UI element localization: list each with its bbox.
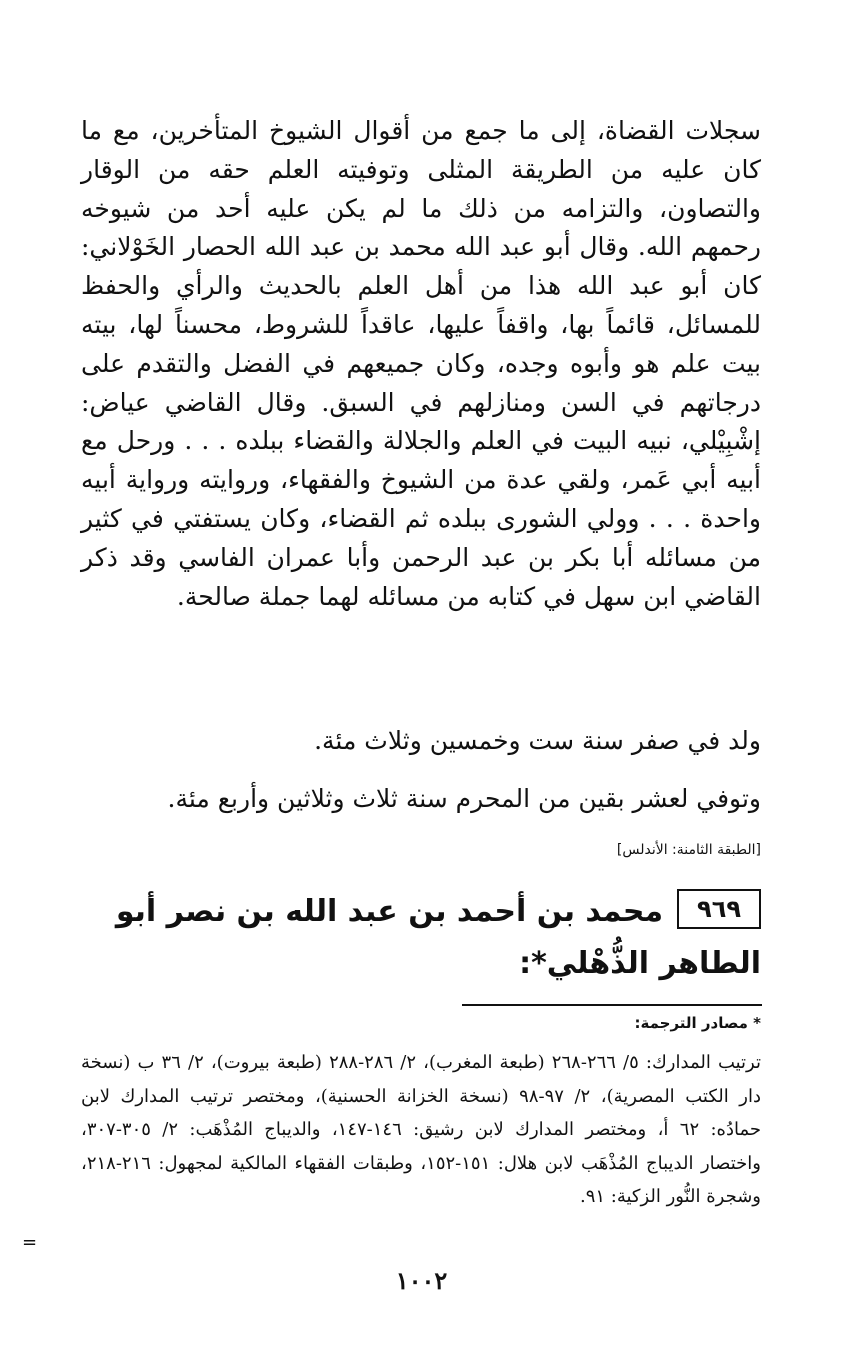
running-head: [الطبقة الثامنة: الأندلس] (616, 842, 761, 858)
entry-title: محمد بن أحمد بن عبد الله بن نصر أبو الطاهر الذُّهْلي*: (115, 894, 761, 981)
sources-title: * مصادر الترجمة: (634, 1014, 761, 1032)
continuation-mark: = (22, 1232, 38, 1253)
birth-line: ولد في صفر سنة ست وخمسين وثلاث مئة. (314, 726, 761, 755)
footnote-divider (462, 1004, 762, 1006)
death-line: وتوفي لعشر بقين من المحرم سنة ثلاث وثلاثين وأربع مئة. (167, 784, 761, 813)
page-number: ١٠٠٢ (395, 1266, 448, 1295)
entry-heading (61, 886, 761, 990)
sources-text: ترتيب المدارك: ٥/ ٢٦٦-٢٦٨ (طبعة المغرب)، ٢/ ٢٨٦-٢٨٨ (طبعة بيروت)، ٢/ ٣٦ ب (نسخة دار الكتب المصرية)، ٢/ ٩٧-٩٨ (نسخة الخزانة الحسنية)، ومختصر ترتيب المدارك لابن حمادُه: ٦٢ أ، ومختصر المدارك لابن رشيق: ١٤٦-١٤٧، والديباج المُذْهَب: ٢/ ٣٠٥-٣٠٧، واختصار الديباج المُذْهَب لابن هلال: ١٥١-١٥٢، وطبقات الفقهاء المالكية لمجهول: ٢١٦-٢١٨، وشجرة النُّور الزكية: ٩١. (81, 1052, 762, 1208)
entry-number-box: ٩٦٩ (677, 889, 761, 929)
body-paragraph: سجلات القضاة، إلى ما جمع من أقوال الشيوخ المتأخرين، مع ما كان عليه من الطريقة المثلى وتوفيته العلم حقه من الوقار والتصاون، والتزامه من ذلك ما لم يكن عليه أحد من شيوخه رحمهم الله. وقال أبو عبد الله محمد بن عبد الله الحصار الخَوْلاني: كان أبو عبد الله هذا من أهل العلم بالحديث والرأي والحفظ للمسائل، قائماً بها، واقفاً عليها، عاقداً للشروط، محسناً لها، بيته بيت علم هو وأبوه وجده، وكان جميعهم في الفضل والتقدم على درجاتهم في السن ومنازلهم في السبق. وقال القاضي عياض: إشْبِيْلي، نبيه البيت في العلم والجلالة والقضاء ببلده . . . ورحل مع أبيه أبي عَمر، ولقي عدة من الشيوخ والفقهاء، وروايته ورواية أبيه واحدة . . . وولي الشورى ببلده ثم القضاء، وكان يستفتي في كثير من مسائله أبا بكر بن عبد الرحمن وأبا عمران الفاسي وقد ذكر القاضي ابن سهل في كتابه من مسائله لهما جملة صالحة. (81, 116, 761, 611)
